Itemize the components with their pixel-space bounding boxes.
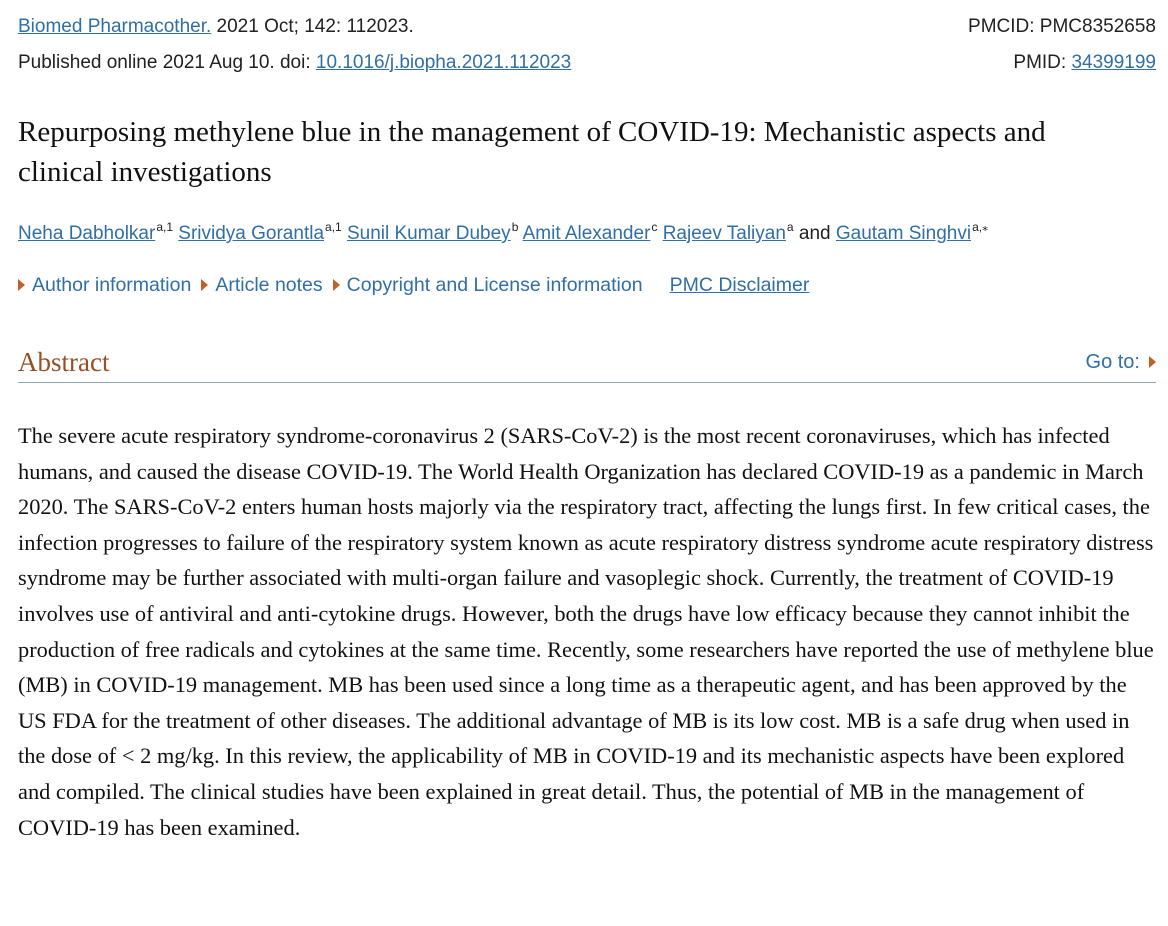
author-list — [18, 220, 988, 245]
toggle-label: Copyright and License information — [346, 274, 643, 296]
triangle-right-icon — [18, 279, 25, 291]
copyright-toggle[interactable] — [333, 274, 643, 297]
pmid — [1013, 52, 1156, 74]
author-affiliation: a,1 — [156, 220, 173, 234]
citation-line — [18, 16, 1156, 38]
goto-menu[interactable] — [1086, 351, 1156, 374]
published-left — [18, 52, 571, 74]
author-affiliation: a,1 — [325, 220, 342, 234]
author-affiliation: a — [786, 220, 794, 234]
toggle-label: Article notes — [215, 274, 323, 296]
author-affiliation: b — [511, 220, 519, 234]
author-link[interactable]: Gautam Singhvi — [835, 223, 972, 244]
published-line — [18, 52, 1156, 74]
doi-link[interactable]: 10.1016/j.biopha.2021.112023 — [315, 52, 572, 73]
author-link[interactable]: Neha Dabholkar — [18, 223, 156, 244]
pmcid: PMCID: PMC8352658 — [968, 16, 1156, 37]
author-affiliation: c — [651, 220, 658, 234]
triangle-right-icon — [201, 279, 208, 291]
pmid-label: PMID: — [1013, 52, 1072, 73]
author-link[interactable]: Srividya Gorantla — [178, 223, 325, 244]
journal-link[interactable]: Biomed Pharmacother. — [18, 16, 212, 37]
article-info-toggles — [18, 274, 809, 297]
author-information-toggle[interactable] — [18, 274, 191, 297]
author-link[interactable]: Amit Alexander — [522, 223, 651, 244]
pmid-link[interactable]: 34399199 — [1071, 52, 1156, 73]
toggle-label: Author information — [32, 274, 192, 296]
author-separator: and — [793, 223, 836, 244]
abstract-header — [18, 342, 1156, 383]
author-link[interactable]: Rajeev Taliyan — [662, 223, 786, 244]
abstract-heading: Abstract — [18, 346, 110, 377]
pmc-disclaimer-link[interactable]: PMC Disclaimer — [669, 274, 810, 296]
triangle-right-icon — [1149, 356, 1156, 368]
author-link[interactable]: Sunil Kumar Dubey — [346, 223, 511, 244]
author-affiliation: a,⁎ — [972, 220, 989, 234]
goto-label: Go to: — [1085, 350, 1140, 373]
triangle-right-icon — [333, 279, 340, 291]
published-prefix: Published online 2021 Aug 10. doi: — [18, 52, 316, 73]
citation-left — [18, 16, 414, 38]
citation-issue: 2021 Oct; 142: 112023. — [216, 16, 414, 37]
abstract-text: The severe acute respiratory syndrome-coronavirus 2 (SARS-CoV-2) is the most recent coronaviruses, which has infected humans, and caused the disease COVID-19. The World Health Organization has declared COVID-19 as a pandemic in March 2020. The SARS-CoV-2 enters human hosts majorly via the respiratory tract, affecting the lungs first. In few critical cases, the infection progresses to failure of the respiratory system known as acute respiratory distress syndrome acute respiratory distress syndrome may be further associated with multi-organ failure and vasoplegic shock. Currently, the treatment of COVID-19 involves use of antiviral and anti-cytokine drugs. However, both the drugs have low efficacy because they cannot inhibit the production of free radicals and cytokines at the same time. Recently, some researchers have reported the use of methylene blue (MB) in COVID-19 management. MB has been used since a long time as a therapeutic agent, and has been approved by the US FDA for the treatment of other diseases. The additional advantage of MB is its low cost. MB is a safe drug when used in the dose of < 2 mg/kg. In this review, the applicability of MB in COVID-19 and its mechanistic aspects have been explored and compiled. The clinical studies have been explained in great detail. Thus, the potential of MB in the management of COVID-19 has been examined. — [18, 423, 1154, 840]
article-title: Repurposing methylene blue in the management of COVID-19: Mechanistic aspects and clinical investigations — [18, 116, 1046, 188]
article-notes-toggle[interactable] — [201, 274, 322, 297]
